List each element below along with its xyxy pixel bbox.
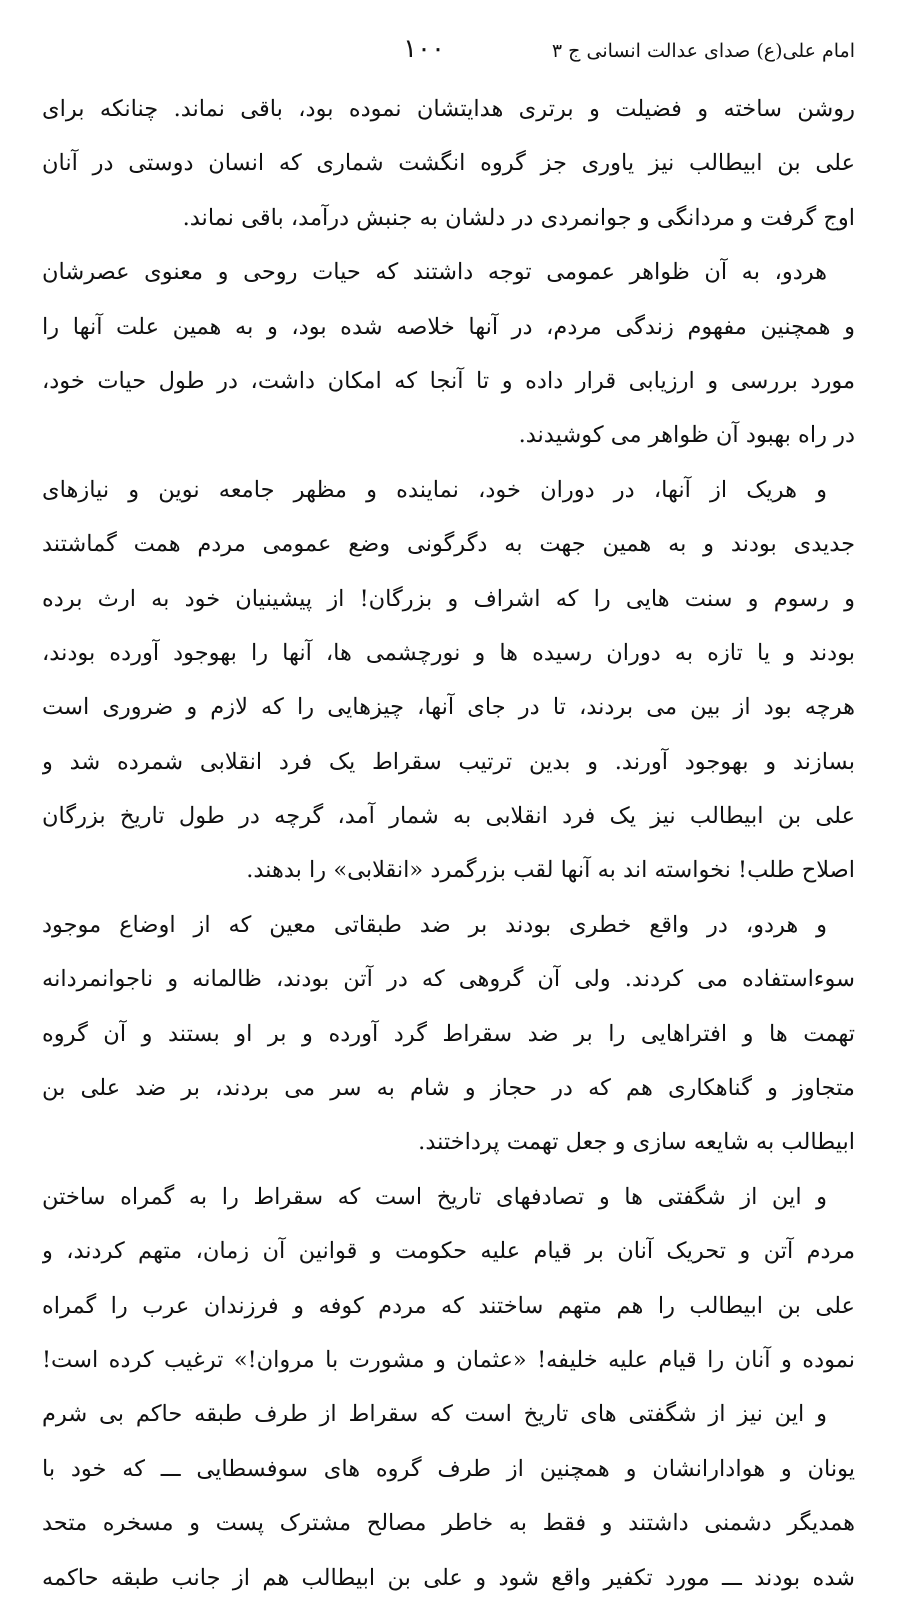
text-line: بسازند و بهوجود آورند. و بدین ترتیب سقراط یک فرد انقلابی شمرده شد و <box>42 748 855 775</box>
body-text <box>42 86 855 1609</box>
running-title: امام علی(ع) صدای عدالت انسانی ج ۳ <box>551 40 855 62</box>
text-line: و همچنین مفهوم زندگی مردم، در آنها خلاصه شده بود، و به همین علت آنها را <box>42 313 855 340</box>
page-number: ۱۰۰ <box>403 34 445 64</box>
text-line: و این از شگفتی ها و تصادفهای تاریخ است که سقراط را به گمراه ساختن <box>42 1183 827 1210</box>
text-line: و این نیز از شگفتی های تاریخ است که سقراط از طرف طبقه حاکم بی شرم <box>42 1401 827 1428</box>
text-line: روشن ساخته و فضیلت و برتری هدایتشان نموده بود، باقی نماند. چنانکه برای <box>42 96 855 122</box>
page-header <box>45 34 855 74</box>
text-line: اوج گرفت و مردانگی و جوانمردی در دلشان به جنبش درآمد، باقی نماند. <box>182 204 855 231</box>
text-line: یونان و هوادارانشان و همچنین از طرف گروه های سوفسطایی ـــ که خود با <box>42 1455 855 1482</box>
text-line: تهمت ها و افتراهایی را بر ضد سقراط گرد آورده و بر او بستند و آن گروه <box>42 1020 855 1047</box>
text-line: و هریک از آنها، در دوران خود، نماینده و مظهر جامعه نوین و نیازهای <box>42 476 827 503</box>
text-line: بودند و یا تازه به دوران رسیده ها و نورچشمی ها، آنها را بهوجود آورده بودند، <box>42 639 855 666</box>
text-line: و هردو، در واقع خطری بودند بر ضد طبقاتی معین که از اوضاع موجود <box>42 911 827 938</box>
text-line: جدیدی بودند و به همین جهت به دگرگونی وضع عمومی مردم همت گماشتند <box>42 531 855 558</box>
text-line: علی بن ابیطالب نیز یک فرد انقلابی به شمار آمد، گرچه در طول تاریخ بزرگان <box>42 803 855 830</box>
text-line: مورد بررسی و ارزیابی قرار داده و تا آنجا که امکان داشت، در طول حیات خود، <box>42 367 855 394</box>
text-line: همدیگر دشمنی داشتند و فقط به خاطر مصالح مشترک پست و مسخره متحد <box>42 1510 855 1537</box>
text-line: شده بودند ـــ مورد تکفیر واقع شود و علی بن ابیطالب هم از جانب طبقه حاکمه <box>42 1564 855 1591</box>
text-line: هردو، به آن ظواهر عمومی توجه داشتند که حیات روحی و معنوی عصرشان <box>42 259 827 286</box>
text-line: علی بن ابیطالب را هم متهم ساختند که مردم کوفه و فرزندان عرب را گمراه <box>42 1292 855 1319</box>
text-line: متجاوز و گناهکاری هم که در حجاز و شام به سر می بردند، بر ضد علی بن <box>42 1075 855 1102</box>
text-line: در راه بهبود آن ظواهر می کوشیدند. <box>518 422 855 449</box>
text-line: سوءاستفاده می کردند. ولی آن گروهی که در آتن بودند، ظالمانه و ناجوانمردانه <box>42 966 855 993</box>
text-line: هرچه بود از بین می بردند، تا در جای آنها، چیزهایی را که لازم و ضروری است <box>42 694 855 721</box>
text-line: علی بن ابیطالب نیز یاوری جز گروه انگشت شماری که انسان دوستی در آنان <box>42 150 855 177</box>
text-line: و رسوم و سنت هایی را که اشراف و بزرگان! از پیشینیان خود به ارث برده <box>42 585 855 612</box>
text-line: اصلاح طلب! نخواسته اند به آنها لقب بزرگمرد «انقلابی» را بدهند. <box>246 857 855 884</box>
text-line: ابیطالب به شایعه سازی و جعل تهمت پرداختند. <box>418 1129 855 1156</box>
text-line: مردم آتن و تحریک آنان بر قیام علیه حکومت و قوانین آن زمان، متهم کردند، و <box>42 1238 855 1265</box>
text-line: نموده و آنان را قیام علیه خلیفه! «عثمان و مشورت با مروان!» ترغیب کرده است! <box>42 1346 855 1373</box>
